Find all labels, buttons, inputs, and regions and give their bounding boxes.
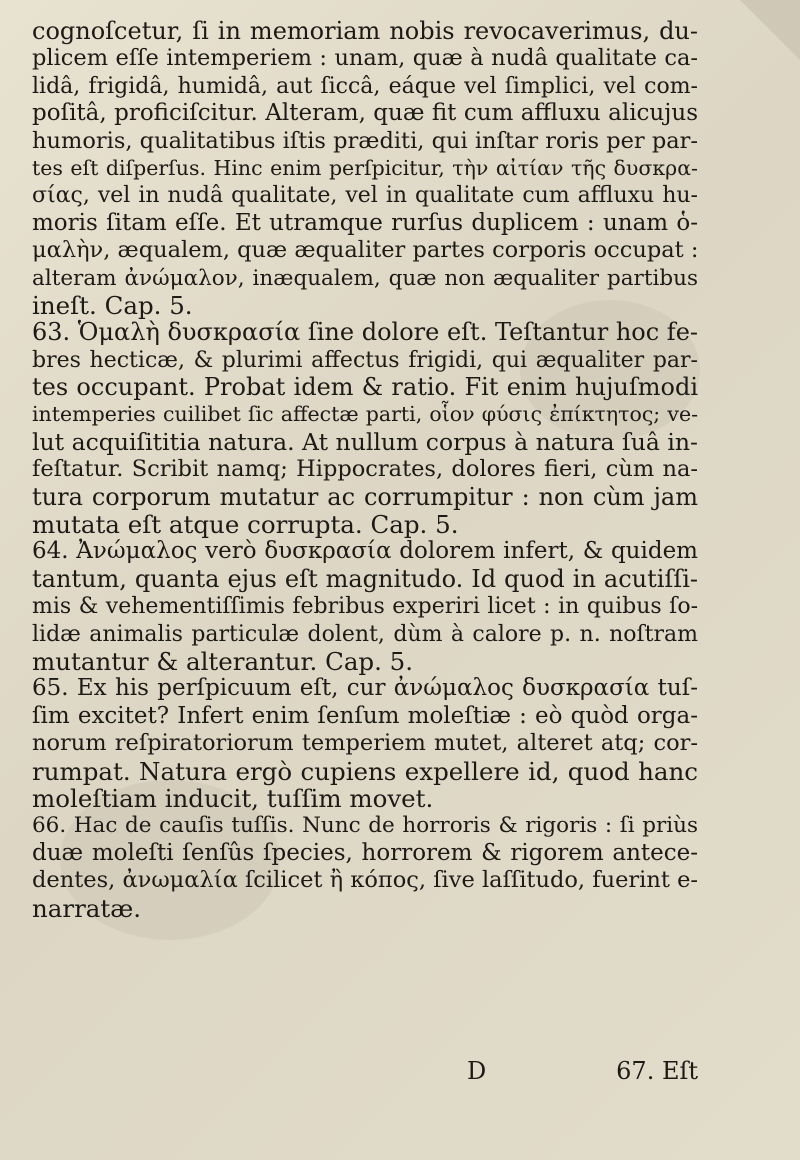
signature-mark: D xyxy=(467,1057,487,1085)
text-line: σίας, vel in nudâ qualitate, vel in qualitate cum affluxu hu- xyxy=(32,183,698,209)
text-line: 65. Ex his perſpicuum eſt, cur ἀνώμαλος δυσκρασία tuſ- xyxy=(32,675,698,702)
text-line: cognoſcetur, ſi in memoriam nobis revocaverimus, du- xyxy=(32,17,698,45)
text-line: poſitâ, proficiſcitur. Alteram, quæ fit cum affluxu alicujus xyxy=(32,100,698,127)
text-line: 63. Ὁμαλὴ δυσκρασία ſine dolore eſt. Teſtantur hoc fe- xyxy=(32,318,698,347)
text-line: dentes, ἀνωμαλία ſcilicet ἢ κόπος, ſive laſſitudo, fuerint e- xyxy=(32,867,698,894)
text-line: mutantur & alterantur. Cap. 5. xyxy=(32,646,414,676)
text-line: intemperies cuilibet ſic affectæ parti, οἷον φύσις ἐπίκτητος; ve- xyxy=(32,402,698,427)
text-line: ineſt. Cap. 5. xyxy=(32,290,193,320)
text-line: μαλὴν, æqualem, quæ æqualiter partes corporis occupat : xyxy=(32,237,699,264)
text-line: mis & vehementiſſimis febribus experiri licet : in quibus ſo- xyxy=(32,594,698,620)
text-line: plicem eſſe intemperiem : unam, quæ à nudâ qualitate ca- xyxy=(32,45,698,72)
text-line: lut acquiſititia natura. At nullum corpus à natura ſuâ in- xyxy=(32,427,698,456)
page-footer xyxy=(32,1057,698,1087)
text-line: tes eſt diſperſus. Hinc enim perſpicitur, τὴν αἰτίαν τῆς δυσκρα- xyxy=(32,155,698,180)
page-corner xyxy=(740,0,800,60)
text-line: 64. Ἀνώμαλος verò δυσκρασία dolorem infert, & quidem xyxy=(32,538,698,565)
body-text xyxy=(32,18,698,922)
text-line: duæ moleſti ſenſûs ſpecies, horrorem & rigorem antece- xyxy=(32,839,698,866)
text-line: alteram ἀνώμαλον, inæqualem, quæ non æqualiter partibus xyxy=(32,265,698,291)
text-line: bres hecticæ, & plurimi affectus frigidi, qui æqualiter par- xyxy=(32,347,698,373)
text-line: lidâ, frigidâ, humidâ, aut ſiccâ, eáque vel ſimplici, vel com- xyxy=(32,73,698,99)
text-line: moris ſitam eſſe. Et utramque rurſus duplicem : unam ὁ- xyxy=(32,209,698,236)
text-line: tes occupant. Probat idem & ratio. Fit enim hujuſmodi xyxy=(32,373,698,402)
text-line: tura corporum mutatur ac corrumpitur : non cùm jam xyxy=(32,482,698,511)
text-line: rumpat. Natura ergò cupiens expellere id, quod hanc xyxy=(32,756,698,786)
text-line: norum reſpiratoriorum temperiem mutet, alteret atq; cor- xyxy=(32,730,698,757)
catchword: 67. Eſt xyxy=(616,1057,698,1085)
text-line: ſim excitet? Infert enim ſenſum moleſtiæ : eò quòd orga- xyxy=(32,702,698,729)
text-line: moleſtiam inducit, tuſſim movet. xyxy=(32,783,434,813)
text-line: feſtatur. Scribit namq; Hippocrates, dolores fieri, cùm na- xyxy=(32,456,698,483)
text-line: lidæ animalis particulæ dolent, dùm à calore p. n. noſtram xyxy=(32,621,698,647)
text-line: tantum, quanta ejus eſt magnitudo. Id quod in acutiſſi- xyxy=(32,564,698,593)
text-line: 66. Hac de cauſis tuſſis. Nunc de horroris & rigoris : ſi priùs xyxy=(32,813,698,839)
text-line: mutata eſt atque corrupta. Cap. 5. xyxy=(32,510,459,540)
text-line: humoris, qualitatibus iſtis præditi, qui inſtar roris per par- xyxy=(32,127,698,154)
text-line: narratæ. xyxy=(32,893,142,923)
